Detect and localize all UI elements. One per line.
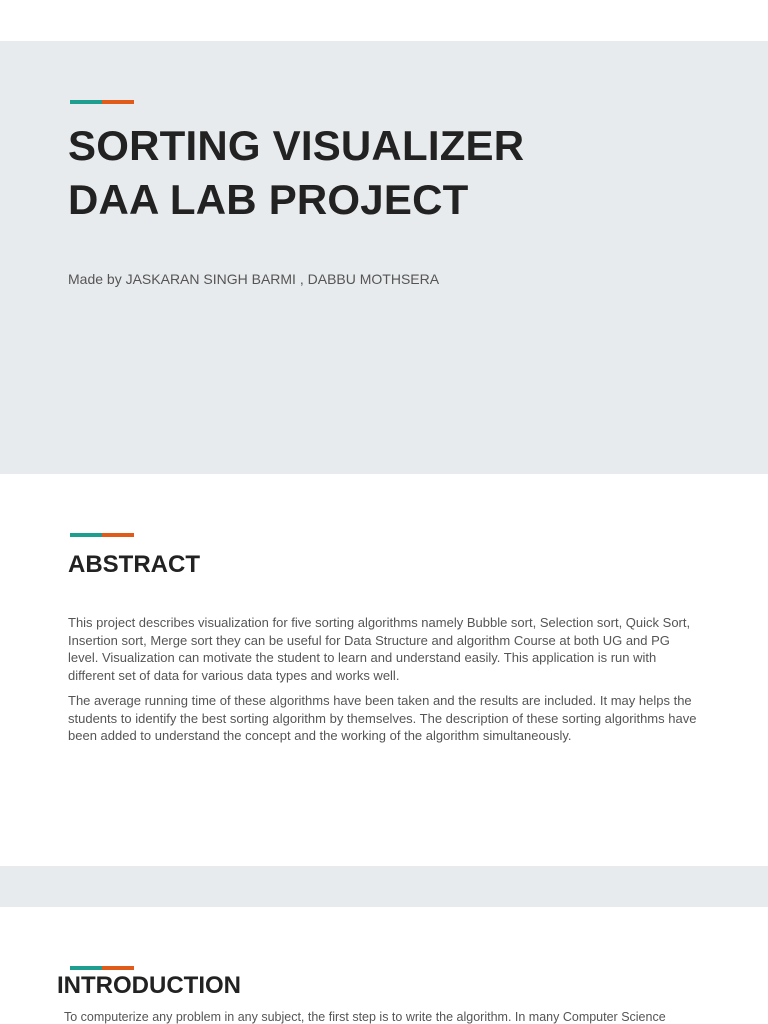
introduction-accent-bar xyxy=(70,966,134,970)
abstract-paragraph-2: The average running time of these algorithms have been taken and the results are included. It may helps the students to identify the best sorting algorithm by themselves. The description of these sorting algorithms have been added to understand the concept and the working of the algorithm simultaneously. xyxy=(68,693,697,743)
section-divider-band xyxy=(0,866,768,907)
accent-teal-segment xyxy=(70,100,102,104)
abstract-body xyxy=(68,614,700,753)
authors-line: Made by JASKARAN SINGH BARMI , DABBU MOTHSERA xyxy=(68,271,440,287)
introduction-paragraph-1: To computerize any problem in any subject, the first step is to write the algorithm. In many Computer Science xyxy=(64,1010,666,1024)
document-title xyxy=(68,119,524,227)
title-accent-bar xyxy=(70,100,134,104)
abstract-heading: ABSTRACT xyxy=(68,551,200,578)
title-line-2: DAA LAB PROJECT xyxy=(68,176,469,223)
accent-orange-segment xyxy=(102,100,134,104)
introduction-heading: INTRODUCTION xyxy=(57,972,241,999)
accent-teal-segment xyxy=(70,966,102,970)
abstract-paragraph-1: This project describes visualization for five sorting algorithms namely Bubble sort, Selection sort, Quick Sort, Insertion sort, Merge sort they can be useful for Data Structure and algorithm Course at both UG and PG level. Visualization can motivate the student to learn and understand easily. This application is run with different set of data for various data types and works well. xyxy=(68,615,691,683)
accent-orange-segment xyxy=(102,966,134,970)
title-section xyxy=(0,41,768,474)
accent-orange-segment xyxy=(102,533,134,537)
title-line-1: SORTING VISUALIZER xyxy=(68,122,525,169)
abstract-accent-bar xyxy=(70,533,134,537)
accent-teal-segment xyxy=(70,533,102,537)
